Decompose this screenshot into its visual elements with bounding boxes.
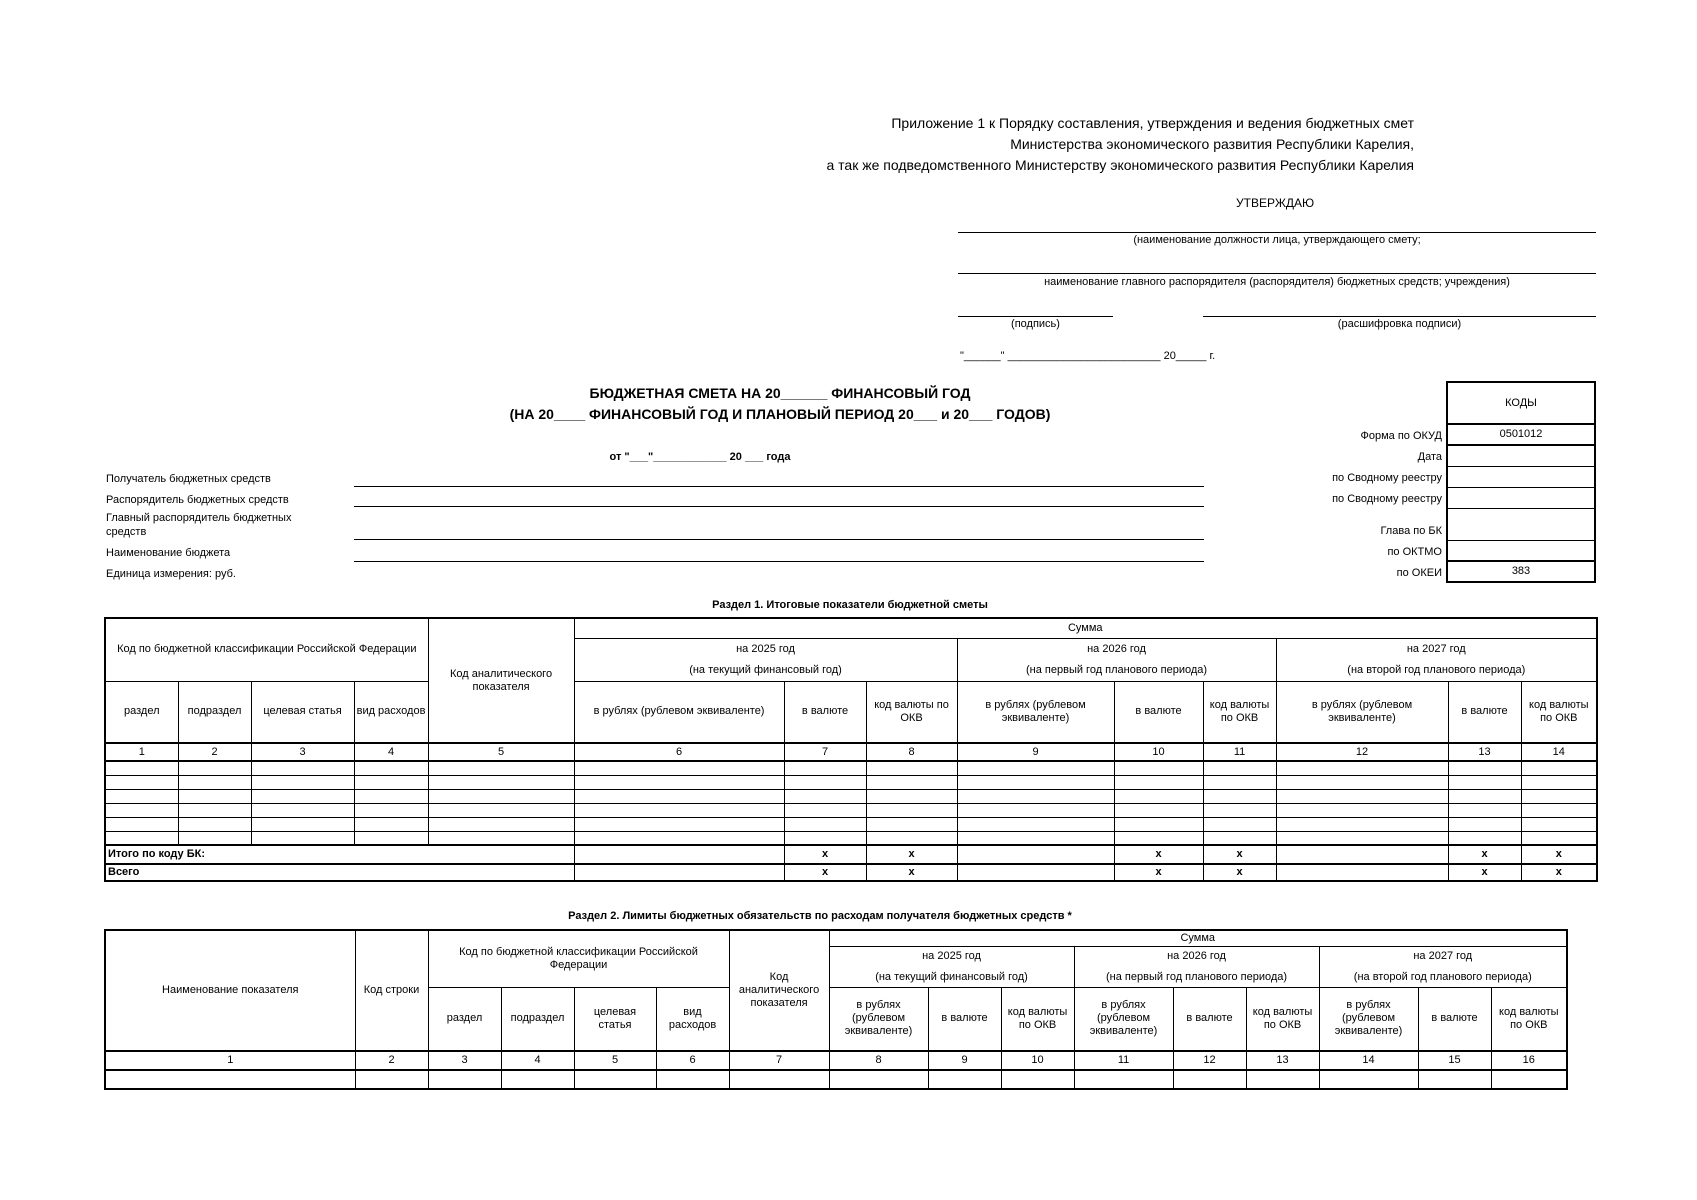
s2-num: 13 — [1246, 1051, 1319, 1070]
doc-title-1: БЮДЖЕТНАЯ СМЕТА НА 20______ ФИНАНСОВЫЙ ГОД — [589, 385, 971, 401]
s1-num: 4 — [354, 743, 428, 761]
appendix-line-1: Приложение 1 к Порядку составления, утверждения и ведения бюджетных смет — [891, 115, 1414, 131]
s1-x: x — [784, 845, 866, 864]
codes-value — [1447, 466, 1595, 487]
s2-kbk-header: Код по бюджетной классификации Российской Федерации — [428, 930, 729, 987]
s1-empty-row — [105, 803, 1597, 817]
s2-col-currency: в валюте — [928, 987, 1001, 1051]
s2-col-okv: код валюты по ОКВ — [1001, 987, 1074, 1051]
decode-line — [1203, 316, 1596, 317]
s2-col-target: целевая статья — [574, 987, 656, 1051]
codes-header: КОДЫ — [1447, 382, 1595, 424]
s2-num: 10 — [1001, 1051, 1074, 1070]
s1-num: 1 — [105, 743, 178, 761]
s2-num: 8 — [829, 1051, 928, 1070]
s1-x: x — [1521, 845, 1597, 864]
doc-title-2: (НА 20____ ФИНАНСОВЫЙ ГОД И ПЛАНОВЫЙ ПЕРИОД 20___ и 20___ ГОДОВ) — [509, 406, 1051, 422]
s1-col-rub: в рублях (рублевом эквиваленте) — [574, 681, 784, 743]
s1-analytic-header: Код аналитического показателя — [428, 618, 574, 743]
s2-col-okv: код валюты по ОКВ — [1246, 987, 1319, 1051]
s2-sum-header: Сумма — [829, 930, 1567, 946]
s1-num: 14 — [1521, 743, 1597, 761]
s1-col-currency: в валюте — [1448, 681, 1521, 743]
sign-caption: (подпись) — [1011, 318, 1060, 330]
s1-x: x — [1203, 864, 1276, 881]
s2-col-rub: в рублях (рублевом эквиваленте) — [1319, 987, 1418, 1051]
s1-num: 6 — [574, 743, 784, 761]
s1-num: 7 — [784, 743, 866, 761]
s1-empty-row — [105, 817, 1597, 831]
s1-num: 8 — [866, 743, 957, 761]
s2-num: 1 — [105, 1051, 355, 1070]
approve-line-1 — [958, 232, 1596, 233]
s1-empty-row — [105, 775, 1597, 789]
approve-caption-1: (наименование должности лица, утверждающего смету; — [1133, 234, 1421, 246]
s1-kbk-header: Код по бюджетной классификации Российской Федерации — [105, 618, 428, 681]
s1-num: 13 — [1448, 743, 1521, 761]
section1-table — [104, 617, 1598, 882]
s2-col-rub: в рублях (рублевом эквиваленте) — [829, 987, 928, 1051]
s1-num: 12 — [1276, 743, 1448, 761]
s1-col-okv: код валюты по ОКВ — [866, 681, 957, 743]
s2-row-code-header: Код строки — [355, 930, 428, 1051]
s1-col-okv: код валюты по ОКВ — [1203, 681, 1276, 743]
s1-x: x — [866, 845, 957, 864]
s1-empty-row — [105, 831, 1597, 845]
s2-num: 5 — [574, 1051, 656, 1070]
decode-caption: (расшифровка подписи) — [1337, 318, 1462, 330]
s1-year-2027: на 2027 год (на второй год планового периода) — [1276, 638, 1597, 681]
s1-x: x — [1448, 864, 1521, 881]
s2-num: 7 — [729, 1051, 829, 1070]
doc-date: от "___"____________ 20 ___ года — [609, 451, 791, 463]
s1-num: 5 — [428, 743, 574, 761]
s1-empty-row — [105, 789, 1597, 803]
field-chief-manager-line — [354, 539, 1204, 540]
s1-num: 3 — [251, 743, 354, 761]
s2-num: 16 — [1491, 1051, 1567, 1070]
s2-num: 14 — [1319, 1051, 1418, 1070]
s2-year-2025: на 2025 год (на текущий финансовый год) — [829, 946, 1074, 987]
codes-label: по ОКТМО — [1387, 546, 1442, 558]
s1-x: x — [866, 864, 957, 881]
s1-year-2025: на 2025 год (на текущий финансовый год) — [574, 638, 957, 681]
s1-total-all-label: Всего — [105, 864, 574, 881]
s1-empty-row — [105, 761, 1597, 775]
approve-caption-2: наименование главного распорядителя (распорядителя) бюджетных средств; учреждения) — [1044, 276, 1510, 288]
codes-label: Дата — [1417, 451, 1442, 463]
codes-value — [1447, 445, 1595, 466]
s1-x: x — [1203, 845, 1276, 864]
codes-value — [1447, 487, 1595, 508]
s2-num: 6 — [656, 1051, 729, 1070]
s1-num: 11 — [1203, 743, 1276, 761]
s1-col-target: целевая статья — [251, 681, 354, 743]
section1-title: Раздел 1. Итоговые показатели бюджетной сметы — [712, 599, 988, 611]
approve-date: "______" _________________________ 20_____ г. — [960, 350, 1216, 362]
codes-value: 383 — [1447, 561, 1595, 582]
s1-col-currency: в валюте — [784, 681, 866, 743]
codes-label: по ОКЕИ — [1396, 567, 1442, 579]
section2-title: Раздел 2. Лимиты бюджетных обязательств по расходам получателя бюджетных средств * — [568, 910, 1072, 922]
codes-label: Форма по ОКУД — [1360, 430, 1442, 442]
codes-value: 0501012 — [1447, 424, 1595, 445]
s2-analytic-header: Код аналитического показателя — [729, 930, 829, 1051]
s2-year-2027: на 2027 год (на второй год планового периода) — [1319, 946, 1567, 987]
s1-col-currency: в валюте — [1114, 681, 1203, 743]
codes-label: по Сводному реестру — [1332, 493, 1442, 505]
s2-num: 2 — [355, 1051, 428, 1070]
s1-num: 10 — [1114, 743, 1203, 761]
s1-x: x — [784, 864, 866, 881]
s1-x: x — [1114, 845, 1203, 864]
s1-sum-header: Сумма — [574, 618, 1597, 638]
s2-num: 9 — [928, 1051, 1001, 1070]
field-recipient-line — [354, 486, 1204, 487]
s1-col-podrazdel: подраздел — [178, 681, 251, 743]
s2-col-rub: в рублях (рублевом эквиваленте) — [1074, 987, 1173, 1051]
s1-col-razdel: раздел — [105, 681, 178, 743]
sign-line — [958, 316, 1113, 317]
section2-table — [104, 929, 1568, 1090]
codes-value — [1447, 508, 1595, 540]
field-budget-name: Наименование бюджета — [106, 547, 231, 559]
codes-value — [1447, 540, 1595, 561]
s2-col-currency: в валюте — [1418, 987, 1491, 1051]
field-unit: Единица измерения: руб. — [106, 568, 236, 580]
approve-line-2 — [958, 273, 1596, 274]
s2-num: 3 — [428, 1051, 501, 1070]
s1-x: x — [1114, 864, 1203, 881]
field-chief-manager: Главный распорядитель бюджетных средств — [106, 512, 292, 538]
appendix-line-2: Министерства экономического развития Республики Карелия, — [1010, 136, 1414, 152]
s1-col-vid: вид расходов — [354, 681, 428, 743]
s2-col-okv: код валюты по ОКВ — [1491, 987, 1567, 1051]
appendix-line-3: а так же подведомственного Министерству экономического развития Республики Карелия — [826, 157, 1414, 173]
approve-title: УТВЕРЖДАЮ — [1236, 196, 1315, 210]
field-manager-line — [354, 506, 1204, 507]
field-manager: Распорядитель бюджетных средств — [106, 494, 289, 506]
s1-num: 2 — [178, 743, 251, 761]
s2-col-razdel: раздел — [428, 987, 501, 1051]
field-budget-name-line — [354, 561, 1204, 562]
s1-total-bk-label: Итого по коду БК: — [105, 845, 574, 864]
s1-num: 9 — [957, 743, 1114, 761]
s2-col-podrazdel: подраздел — [501, 987, 574, 1051]
s2-empty-row — [105, 1070, 1567, 1089]
codes-table — [1446, 381, 1596, 583]
field-recipient: Получатель бюджетных средств — [106, 473, 271, 485]
s1-col-okv: код валюты по ОКВ — [1521, 681, 1597, 743]
s2-num: 12 — [1173, 1051, 1246, 1070]
s1-x: x — [1521, 864, 1597, 881]
s2-name-header: Наименование показателя — [105, 930, 355, 1051]
s2-col-currency: в валюте — [1173, 987, 1246, 1051]
codes-label: по Сводному реестру — [1332, 472, 1442, 484]
s1-year-2026: на 2026 год (на первый год планового периода) — [957, 638, 1276, 681]
s2-col-vid: вид расходов — [656, 987, 729, 1051]
s1-col-rub: в рублях (рублевом эквиваленте) — [1276, 681, 1448, 743]
s2-num: 15 — [1418, 1051, 1491, 1070]
s2-num: 11 — [1074, 1051, 1173, 1070]
appendix-header — [826, 113, 1414, 176]
s1-col-rub: в рублях (рублевом эквиваленте) — [957, 681, 1114, 743]
s2-year-2026: на 2026 год (на первый год планового периода) — [1074, 946, 1319, 987]
s1-x: x — [1448, 845, 1521, 864]
s2-num: 4 — [501, 1051, 574, 1070]
codes-label: Глава по БК — [1380, 525, 1442, 537]
